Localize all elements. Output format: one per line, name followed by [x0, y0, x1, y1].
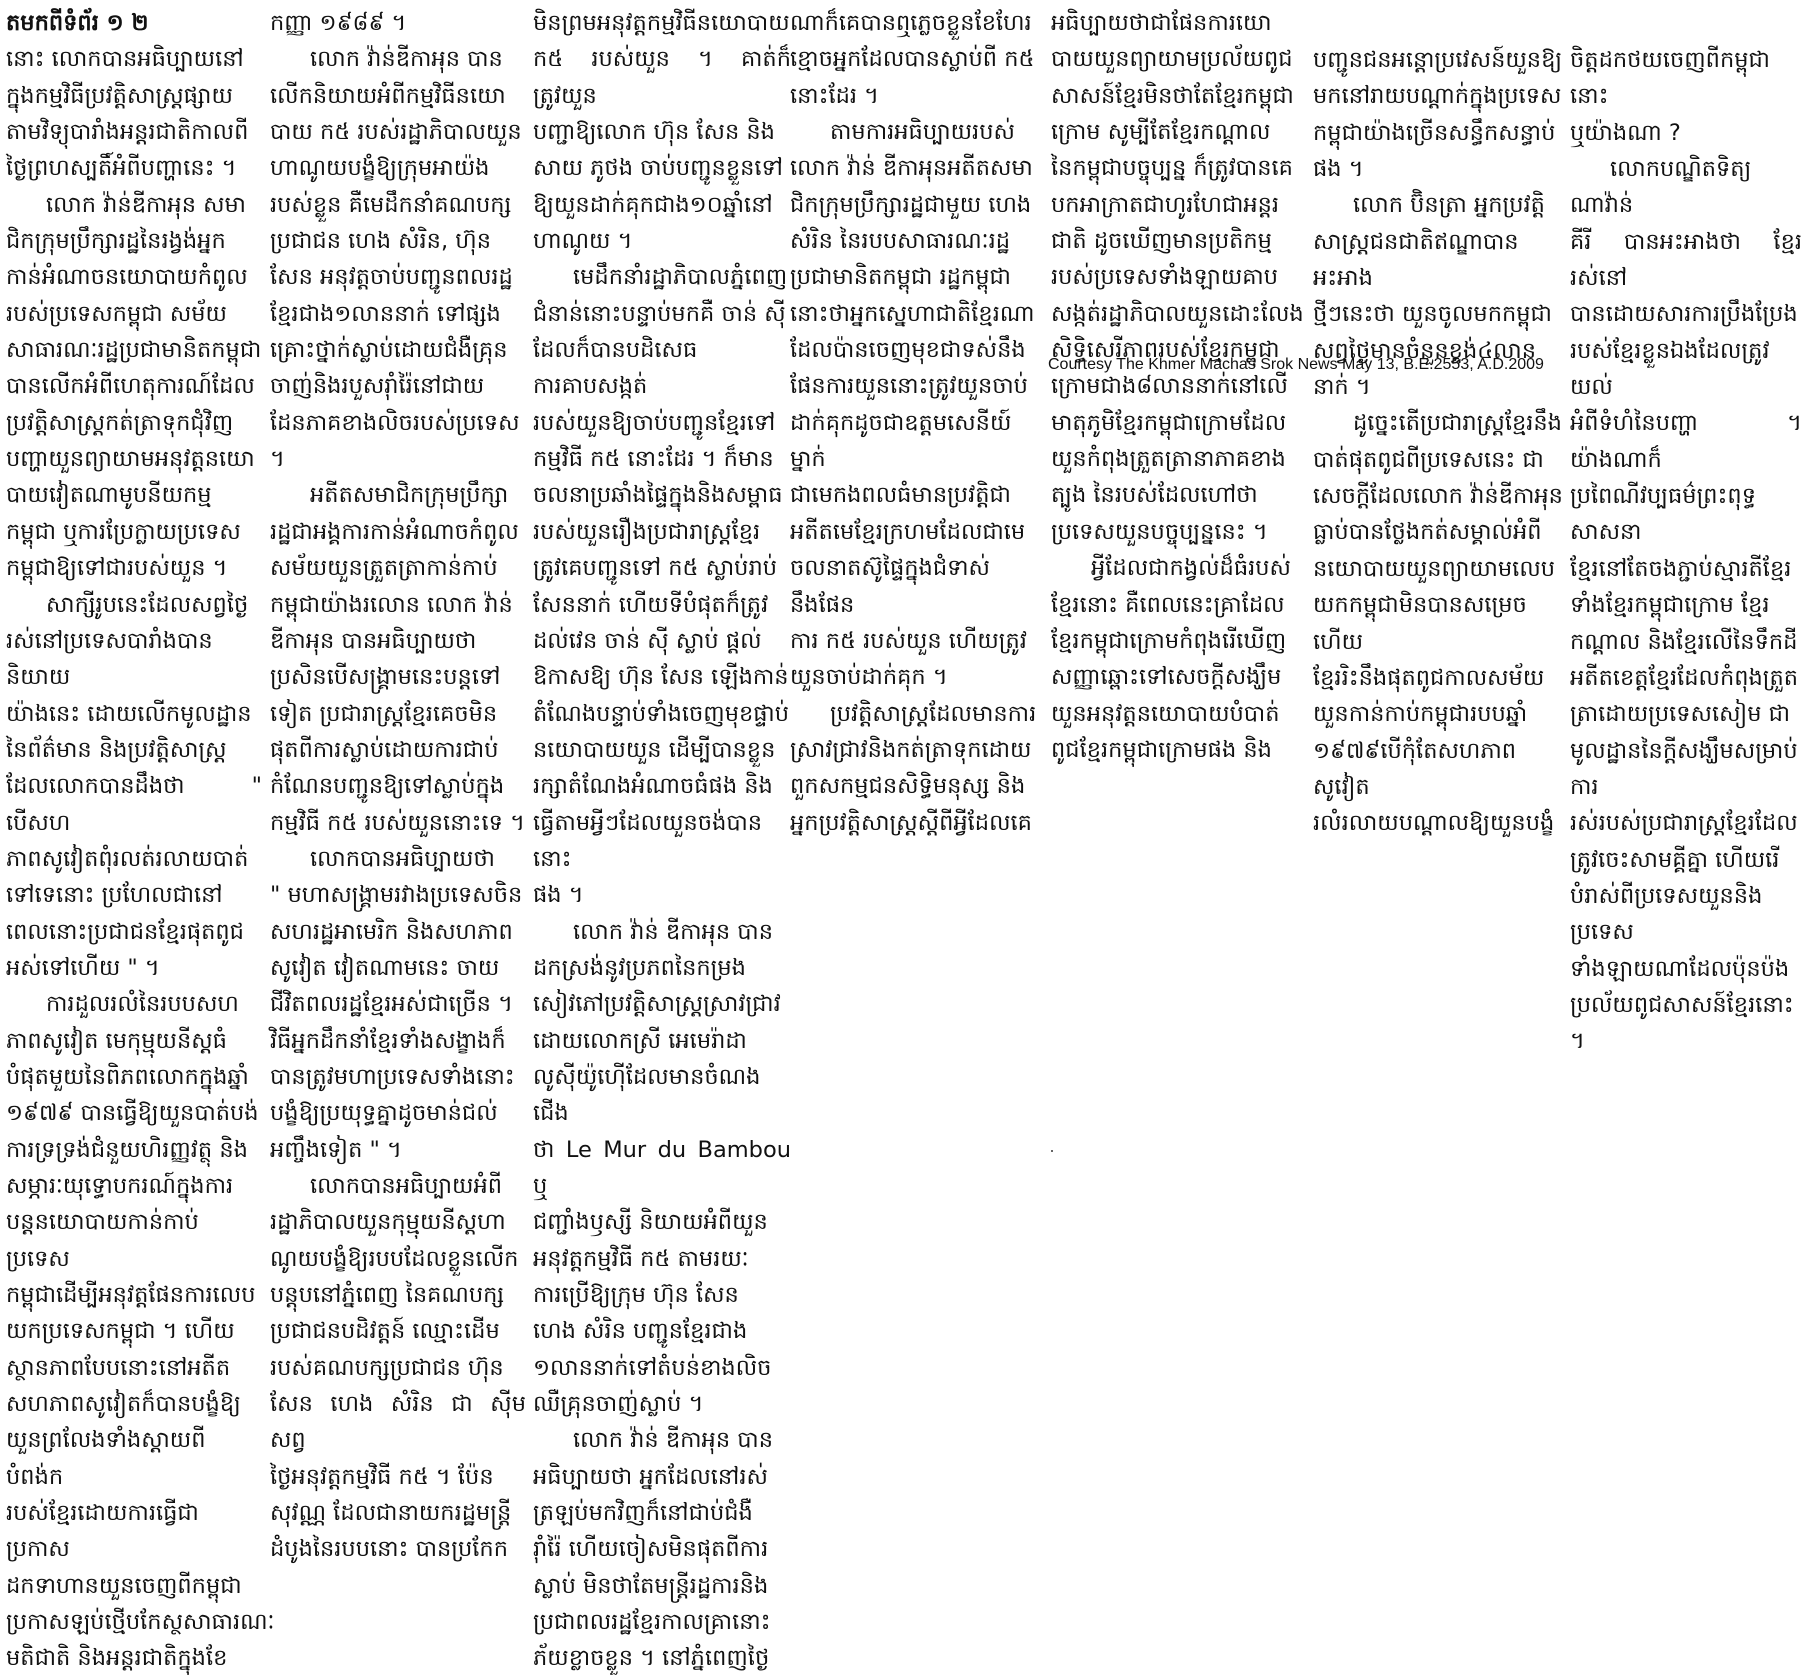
paragraph: លោក វ៉ាន់ឌីកាអុន សមា ជិកក្រុមប្រឹក្សារដ្ឋនៃរង្វង់អ្នក កាន់អំណាចនយោបាយកំពូល របស់ប្រទេសកម្ពុជា សម័យ សាធារណៈរដ្ឋប្រជាមានិតកម្ពុជា បានលើកអំពីហេតុការណ៍ដែល ប្រវត្តិសាស្ត្រកត់ត្រាទុកជុំវិញ បញ្ហាយួនព្យាយាមអនុវត្តនយោ បាយវៀតណាមូបនីយកម្ម កម្ពុជា ឬការប្រែក្លាយប្រទេស កម្ពុជាឱ្យទៅជារបស់យួន ។ — [6, 191, 262, 582]
source-credit: Courtesy The Khmer Machas Srok News May 13, B.E.2553, A.D.2009 — [1048, 356, 1544, 373]
paragraph: ណាក៏គេបានឮភ្លេចខ្លួនខែហែរ ខ្មោចអ្នកដែលបានស្លាប់ពី ក៥ នោះដែរ ។ — [790, 10, 1035, 109]
paragraph: នោះ លោកបានអធិប្បាយនៅ ក្នុងកម្មវិធីប្រវត្តិសាស្ត្រផ្សាយ តាមវិទ្យុបារាំងអន្តរជាតិកាលពី ថ្ងៃព្រហស្បតិ៍អំពីបញ្ហានេះ ។ — [6, 46, 249, 182]
paragraph: បញ្ជូនជនអន្តោប្រវេសន៍យួនឱ្យ មកនៅរាយបណ្តាក់ក្នុងប្រទេស កម្ពុជាយ៉ាងច្រើនសន្ធឹកសន្ធាប់ ផង ។ — [1313, 47, 1563, 183]
paragraph: លោក វ៉ាន់ ឌីកាអុន បាន ដកស្រង់នូវប្រភពនៃកម្រង សៀវភៅប្រវត្តិសាស្ត្រស្រាវជ្រាវ ដោយលោកស្រី អេមេរ៉ាដា លូស៊ីយ៉ូហ៊ើដែលមានចំណងជើង ថា Le Mur du Bambou ឬ ជញ្ជាំងឫស្សី និយាយអំពីយួន អនុវត្តកម្មវិធី ក៥ តាមរយៈ ការប្រើឱ្យក្រុម ហ៊ុន សែន ហេង សំរិន បញ្ជូនខ្មែរជាង ១លាននាក់ទៅតំបន់ខាងលិច ឈឺគ្រុនចាញ់ស្លាប់ ។ — [533, 918, 791, 1418]
paragraph: លោក វ៉ាន់ ឌីកាអុន បាន អធិប្បាយថា អ្នកដែលនៅរស់ ត្រឡប់មកវិញក៏នៅជាប់ជំងឺ រ៉ាំរ៉ៃ ហើយចៀសមិនផុតពីការ ស្លាប់ មិនថាតែមន្ត្រីរដ្ឋការនិង ប្រជាពលរដ្ឋខ្មែរកាលគ្រានោះ ភ័យខ្លាចខ្លួន ។ នៅភ្នំពេញថ្ងៃ — [533, 1427, 773, 1672]
paragraph: សាក្សីរូបនេះដែលសព្វថ្ងៃ រស់នៅប្រទេសបារាំងបាននិយាយ យ៉ាងនេះ ដោយលើកមូលដ្ឋាន នៃព័ត៌មាន និងប្រវត្តិសាស្ត្រ ដែលលោកបានដឹងថា " បើសហ ភាពសូវៀតពុំរលត់រលាយបាត់ ទៅទេនោះ ប្រហែលជានៅ ពេលនោះប្រជាជនខ្មែរផុតពូជ អស់ទៅហើយ " ។ — [6, 591, 262, 981]
article-column-6 — [1313, 42, 1563, 842]
article-column-4 — [790, 5, 1038, 841]
paragraph: ចិត្តដកថយចេញពីកម្ពុជានោះ ឬយ៉ាងណា ? — [1570, 47, 1770, 146]
paragraph: លោកបានអធិប្បាយថា " មហាសង្គ្រាមរវាងប្រទេសចិន សហរដ្ឋអាមេរិក និងសហភាព សូវៀត វៀតណាមនេះ ចាយ ជីវិតពលរដ្ឋខ្មែរអស់ជាច្រើន ។ វិធីអ្នកដឹកនាំខ្មែរទាំងសង្ខាងក៏ បានត្រូវមហាប្រទេសទាំងនោះ បង្ខំឱ្យប្រយុទ្ធគ្នាដូចមាន់ជល់ អញ្ចឹងទៀត " ។ — [270, 845, 523, 1163]
paragraph: កញ្ញា ១៩៨៩ ។ — [270, 10, 407, 36]
continued-from-label: តមកពីទំព័រ ១ ២ — [6, 10, 149, 36]
paragraph: មេដឹកនាំរដ្ឋាភិបាលភ្នំពេញ ជំនាន់នោះបន្ទាប់មកគឺ ចាន់ ស៊ី ដែលក៏បានបដិសេធការគាបសង្កត់ របស់យួនឱ្យចាប់បញ្ជូនខ្មែរទៅ កម្មវិធី ក៥ នោះដែរ ។ ក៏មាន ចលនាប្រឆាំងផ្ទៃក្នុងនិងសម្ពាធ របស់យួនរឿងប្រជារាស្ត្រខ្មែរ ត្រូវគេបញ្ជូនទៅ ក៥ ស្លាប់រាប់ សែននាក់ ហើយទីបំផុតក៏ត្រូវ ដល់វេន ចាន់ ស៊ី ស្លាប់ ផ្តល់ ឱកាសឱ្យ ហ៊ុន សែន ឡើងកាន់ តំណែងបន្ទាប់ទាំងចេញមុខផ្ទាប់ នយោបាយយួន ដើម្បីបានខ្លួន រក្សាតំណែងអំណាចធំផង និង ធ្វើតាមអ្វីៗដែលយួនចង់បាននោះ ផង ។ — [533, 264, 789, 909]
paragraph: អធិប្បាយថាជាផែនការយោ បាយយួនព្យាយាមប្រល័យពូជ សាសន៍ខ្មែរមិនថាតែខ្មែរកម្ពុជា ក្រោម សូម្បីតែខ្មែរកណ្តាល នៃកម្ពុជាបច្ចុប្បន្ន ក៏ត្រូវបានគេ បកអាក្រាតជាហូរហែជាអន្តរ ជាតិ ដូចឃើញមានប្រតិកម្ម របស់ប្រទេសទាំងឡាយគាប សង្កត់រដ្ឋាភិបាលយួនដោះលែង សិទ្ធិសេរីភាពរបស់ខ្មែរកម្ពុជា ក្រោមជាង៨លាននាក់នៅលើ មាតុភូមិខ្មែរកម្ពុជាក្រោមដែល យួនកំពុងត្រួតត្រានាភាគខាង ត្បូង នៃរបស់ដែលហៅថា ប្រទេសយួនបច្ចុប្បន្ននេះ ។ — [1051, 10, 1304, 545]
paragraph: ដូច្នេះតើប្រជារាស្ត្រខ្មែរនឹង បាត់ផុតពូជពីប្រទេសនេះ ជា សេចក្តីដែលលោក វ៉ាន់ឌីកាអុន ធ្លាប់បានថ្លែងកត់សម្គាល់អំពី នយោបាយយួនព្យាយាមលេប យកកម្ពុជាមិនបានសម្រេចហើយ ខ្មែររិះនឹងផុតពូជកាលសម័យ យួនកាន់កាប់កម្ពុជារបបឆ្នាំ ១៩៧៩បើកុំតែសហភាពសូវៀត រលំរលាយបណ្តាលឱ្យយួនបង្ខំ — [1313, 410, 1563, 837]
paragraph: លោកបានអធិប្បាយអំពី រដ្ឋាភិបាលយួនកុម្មុយនីស្តហា ណូយបង្ខំឱ្យរបបដែលខ្លួនលើក បន្តុបនៅភ្នំពេញ នៃគណបក្ស ប្រជាជនបដិវត្តន៍ ឈ្មោះដើម របស់គណបក្សប្រជាជន ហ៊ុន សែន ហេង សំរិន ជា ស៊ីម សព្វ ថ្ងៃអនុវត្តកម្មវិធី ក៥ ។ ប៉ែន សុវណ្ណ ដែលជានាយករដ្ឋមន្ត្រី ដំបូងនៃរបបនោះ បានប្រកែក — [270, 1173, 526, 1563]
article-column-7 — [1570, 42, 1802, 1060]
paragraph: តាមការអធិប្បាយរបស់ លោក វ៉ាន់ ឌីកាអុនអតីតសមា ជិកក្រុមប្រឹក្សារដ្ឋជាមួយ ហេង សំរិន នៃរបបសាធារណៈរដ្ឋ ប្រជាមានិតកម្ពុជា រដ្ឋកម្ពុជា នោះថាអ្នកស្នេហាជាតិខ្មែរណា ដែលប៉ានចេញមុខជាទស់នឹង ផែនការយួននោះត្រូវយួនចាប់ ដាក់គុកដូចជាឧត្តមសេនីយ៍ម្នាក់ ជាមេកងពលធំមានប្រវត្តិជា អតីតមេខ្មែរក្រហមដែលជាមេ ចលនាតស៊ូផ្ទៃក្នុងជំទាស់នឹងផែន ការ ក៥ របស់យួន ហើយត្រូវ យួនចាប់ដាក់គុក ។ — [790, 119, 1035, 691]
paragraph: មិនព្រមអនុវត្តកម្មវិធីនយោបាយ ក៥ របស់យួន ។ គាត់ក៏ត្រូវយួន បញ្ជាឱ្យលោក ហ៊ុន សែន និង សាយ ភូថង ចាប់បញ្ជូនខ្លួនទៅ ឱ្យយួនដាក់គុកជាង១០ឆ្នាំនៅ ហាណូយ ។ — [533, 10, 791, 255]
paragraph: លោកបណ្ឌិតទិត្យ ណាវ៉ាន់ គីរី បានអះអាងថា ខ្មែររស់នៅ បានដោយសារការប្រឹងប្រែង របស់ខ្មែរខ្លួនឯងដែលត្រូវយល់ អំពីទំហំនៃបញ្ហា ។ យ៉ាងណាក៏ ប្រពៃណីវប្បធម៌ព្រះពុទ្ធសាសនា ខ្មែរនៅតែចងភ្ជាប់ស្មារតីខ្មែរ ទាំងខ្មែរកម្ពុជាក្រោម ខ្មែរ កណ្តាល និងខ្មែរលើនៃទឹកដី អតីតខេត្តខ្មែរដែលកំពុងត្រួត ត្រាដោយប្រទេសសៀម ជា មូលដ្ឋាននៃក្តីសង្ឃឹមសម្រាប់ការ រស់របស់ប្រជារាស្ត្រខ្មែរដែល ត្រូវចេះសាមគ្គីគ្នា ហើយរើ បំរាស់ពីប្រទេសយួននិងប្រទេស ទាំងឡាយណាដែលប៉ុនប៉ង ប្រល័យពូជសាសន៍ខ្មែរនោះ ។ — [1570, 156, 1802, 1055]
print-speck — [1051, 1150, 1053, 1152]
article-column-2 — [270, 5, 526, 1568]
paragraph: ការដួលរលំនៃរបបសហ ភាពសូវៀត មេកុម្មុយនីស្តធំ បំផុតមួយនៃពិភពលោកក្នុងឆ្នាំ ១៩៧៩ បានធ្វើឱ្យយួនបាត់បង់ ការទ្រទ្រង់ជំនួយហិរញ្ញវត្ថុ និង សម្ភារៈយុទ្ធោបករណ៍ក្នុងការ បន្តនយោបាយកាន់កាប់ប្រទេស កម្ពុជាដើម្បីអនុវត្តផែនការលេប យកប្រទេសកម្ពុជា ។ ហើយ ស្ថានភាពបែបនោះនៅអតីត សហភាពសូវៀតក៏បានបង្ខំឱ្យ យួនព្រលែងទាំងស្តាយពីបំពង់ក របស់ខ្មែរដោយការធ្វើជាប្រកាស ដកទាហានយួនចេញពីកម្ពុជា ប្រកាសឡប់ថ្មើបកែស្ថសាធារណៈ មតិជាតិ និងអន្តរជាតិក្នុងខែ — [6, 991, 275, 1672]
article-column-5 — [1051, 5, 1307, 768]
paragraph: អ្វីដែលជាកង្វល់ដ៏ធំរបស់ ខ្មែរនោះ គឺពេលនេះគ្រាដែល ខ្មែរកម្ពុជាក្រោមកំពុងរើឃើញ សញ្ញាឆ្ពោះទៅសេចក្តីសង្ឃឹម យួនអនុវត្តនយោបាយបំបាត់ ពូជខ្មែរកម្ពុជាក្រោមផង និង — [1051, 555, 1291, 763]
paragraph: លោក ប៊ិនត្រា អ្នកប្រវត្តិ សាស្ត្រជនជាតិឥណ្ឌាបានអះអាង ថ្មីៗនេះថា យួនចូលមកកម្ពុជា សព្វថ្ងៃមានចំនួនខ្ទង់៤លាននាក់ ។ — [1313, 192, 1552, 401]
paragraph: ប្រវត្តិសាស្ត្រដែលមានការ ស្រាវជ្រាវនិងកត់ត្រាទុកដោយ ពួកសកម្មជនសិទ្ធិមនុស្ស និង អ្នកប្រវត្តិសាស្ត្រស្តីពីអ្វីដែលគេ — [790, 700, 1037, 836]
article-column-3 — [533, 5, 791, 1677]
article-column-1 — [6, 5, 275, 1677]
paragraph: លោក វ៉ាន់ឌីកាអុន បាន លើកនិយាយអំពីកម្មវិធីនយោ បាយ ក៥ របស់រដ្ឋាភិបាលយួន ហាណូយបង្ខំឱ្យក្រុមអាយ៉ង របស់ខ្លួន គឺមេដឹកនាំគណបក្ស ប្រជាជន ហេង សំរិន, ហ៊ុន សែន អនុវត្តចាប់បញ្ជូនពលរដ្ឋ ខ្មែរជាង១លាននាក់ ទៅផ្សង គ្រោះថ្នាក់ស្លាប់ដោយជំងឺគ្រុន ចាញ់និងរបួសរ៉ាំរ៉ៃនៅជាយ ដែនភាគខាងលិចរបស់ប្រទេស ។ — [270, 46, 522, 473]
paragraph: អតីតសមាជិកក្រុមប្រឹក្សា រដ្ឋជាអង្គការកាន់អំណាចកំពូល សម័យយួនត្រួតត្រាកាន់កាប់ កម្ពុជាយ៉ាងរលោន លោក វ៉ាន់ ឌីកាអុន បានអធិប្បាយថា ប្រសិនបើសង្គ្រាមនេះបន្តទៅ ទៀត ប្រជារាស្ត្រខ្មែរគេចមិន ផុតពីការស្លាប់ដោយការជាប់ កំណែនបញ្ជូនឱ្យទៅស្លាប់ក្នុង កម្មវិធី ក៥ របស់យួននោះទេ ។ — [270, 482, 525, 836]
